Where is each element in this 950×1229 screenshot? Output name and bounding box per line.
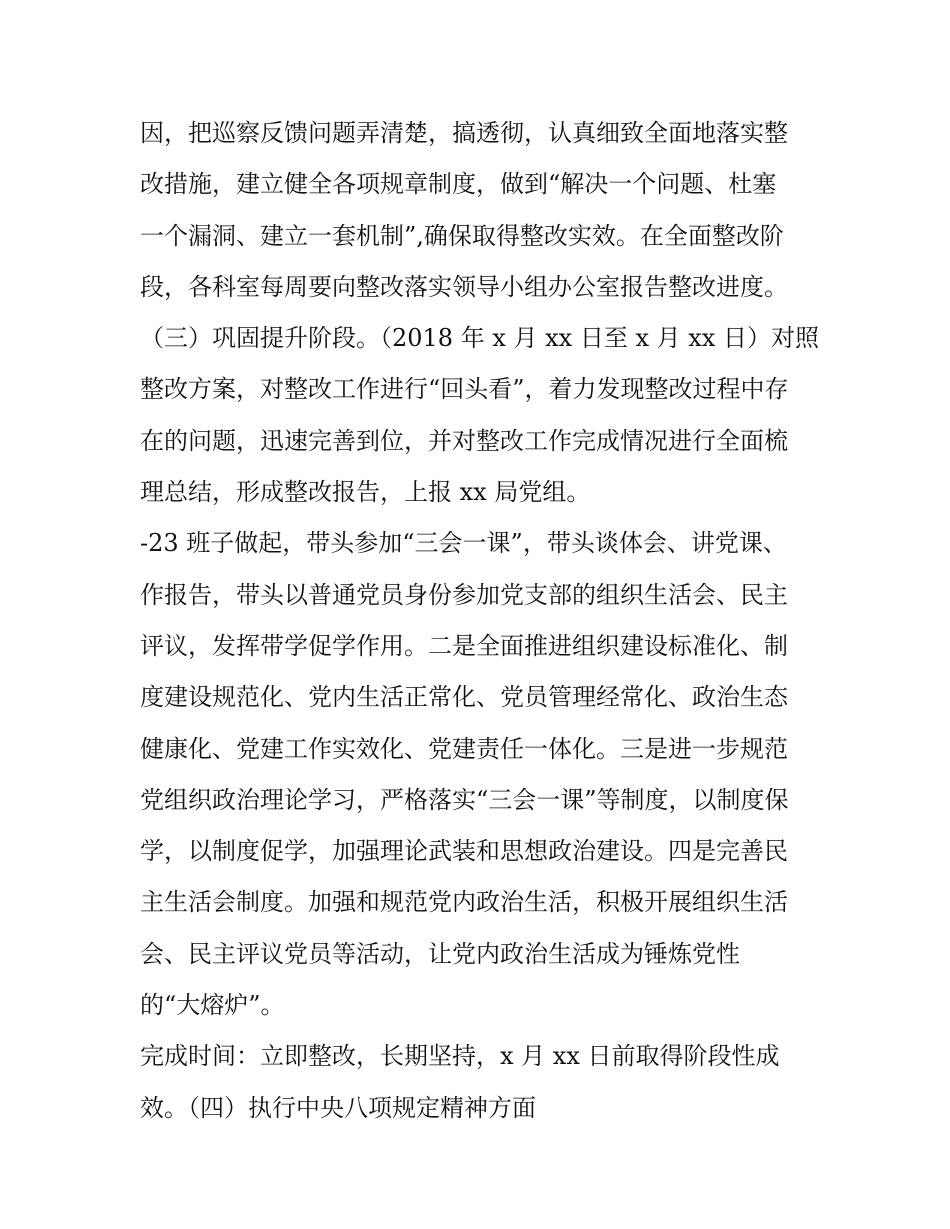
completion-time-line: 完成时间：立即整改，长期坚持，x 月 xx 日前取得阶段性成 [140, 1042, 780, 1071]
text-line: 评议，发挥带学促学作用。二是全面推进组织建设标准化、制 [140, 631, 788, 660]
text-line: 党组织政治理论学习，严格落实“三会一课”等制度，以制度保 [140, 785, 789, 814]
text-line: 健康化、党建工作实效化、党建责任一体化。三是进一步规范 [140, 734, 788, 763]
text-line: 一个漏洞、建立一套机制”,确保取得整改实效。在全面整改阶 [140, 221, 784, 250]
text-line: 改措施，建立健全各项规章制度，做到“解决一个问题、杜塞 [140, 170, 777, 199]
section-heading-4: 效。（四）执行中央八项规定精神方面 [140, 1093, 536, 1122]
section-heading-3: （三）巩固提升阶段。（2018 年 x 月 xx 日至 x 月 xx 日）对照 [140, 324, 819, 353]
text-line: 度建设规范化、党内生活正常化、党员管理经常化、政治生态 [140, 683, 788, 712]
body-text [140, 108, 820, 1134]
text-line: -23 班子做起，带头参加“三会一课”，带头谈体会、讲党课、 [140, 529, 787, 558]
text-line: 理总结，形成整改报告，上报 xx 局党组。 [140, 478, 591, 507]
text-line: 在的问题，迅速完善到位，并对整改工作完成情况进行全面梳 [140, 426, 788, 455]
text-line: 整改方案，对整改工作进行“回头看”，着力发现整改过程中存 [140, 375, 789, 404]
text-line: 主生活会制度。加强和规范党内政治生活，积极开展组织生活 [140, 888, 788, 917]
text-line: 的“大熔炉”。 [140, 991, 285, 1020]
text-line: 会、民主评议党员等活动，让党内政治生活成为锤炼党性 [140, 939, 740, 968]
text-line: 段，各科室每周要向整改落实领导小组办公室报告整改进度。 [140, 272, 788, 301]
text-line: 作报告，带头以普通党员身份参加党支部的组织生活会、民主 [140, 580, 788, 609]
text-line: 因，把巡察反馈问题弄清楚，搞透彻，认真细致全面地落实整 [140, 119, 788, 147]
text-line: 学，以制度促学，加强理论武装和思想政治建设。四是完善民 [140, 837, 788, 866]
